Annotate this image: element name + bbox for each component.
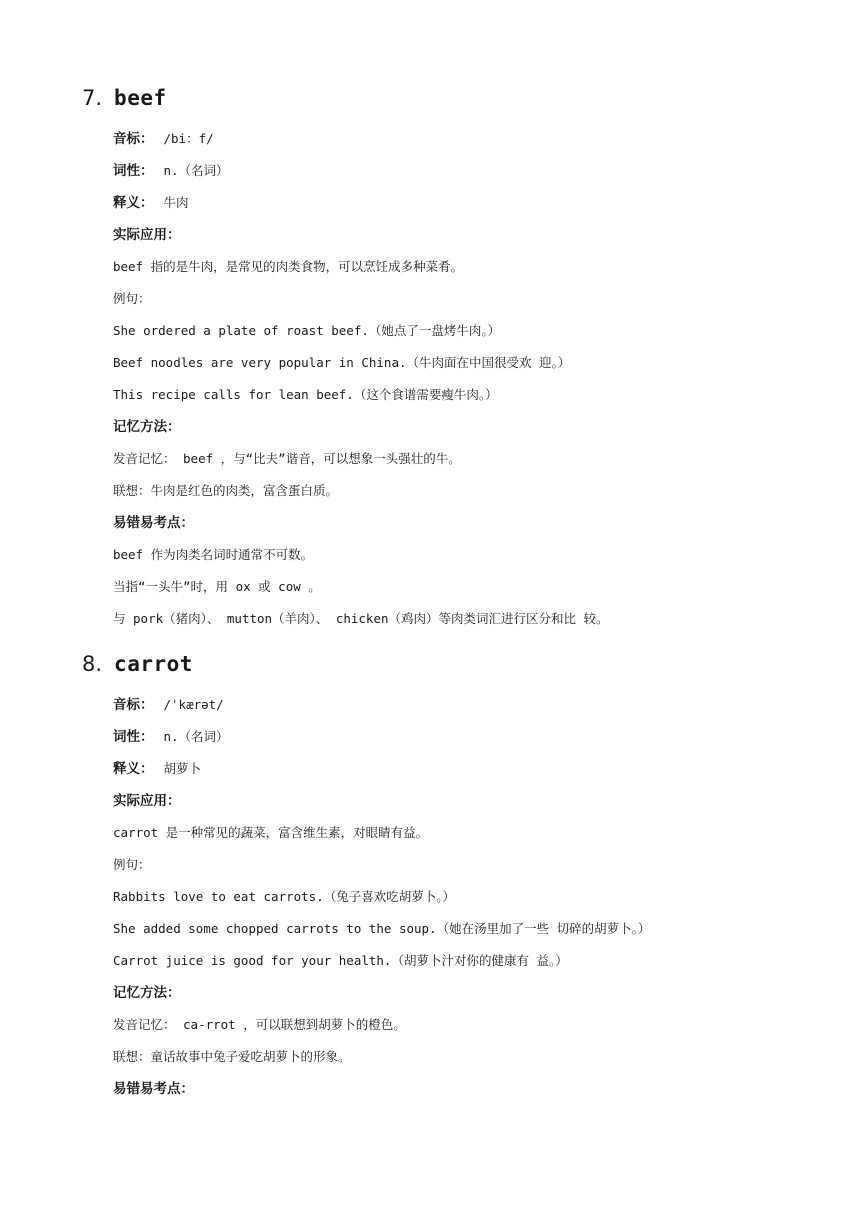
entry-word: carrot — [114, 652, 193, 676]
vocab-entry-carrot — [82, 652, 802, 1105]
entry-number: 7. — [82, 86, 103, 110]
phonetic-value: /ˈkærət/ — [163, 697, 224, 712]
example-sentence: Rabbits love to eat carrots.（兔子喜欢吃胡萝卜。） — [113, 889, 455, 904]
pitfall-item: beef 作为肉类名词时通常不可数。 — [113, 547, 314, 562]
memory-heading: 记忆方法： — [113, 419, 181, 435]
example-sentence: She ordered a plate of roast beef.（她点了一盘烤牛肉。） — [113, 323, 501, 338]
meaning-value: 牛肉 — [163, 195, 189, 210]
memory-item: 发音记忆： beef ，与“比夫”谐音，可以想象一头强壮的牛。 — [113, 451, 461, 466]
memory-heading: 记忆方法： — [113, 985, 181, 1001]
example-sentence: She added some chopped carrots to the soup.（她在汤里加了一些 切碎的胡萝卜。） — [113, 921, 651, 936]
pitfalls-heading: 易错易考点： — [113, 1081, 194, 1097]
meaning-label: 释义： — [113, 761, 154, 777]
phonetic-row — [113, 123, 802, 155]
examples-heading: 例句： — [113, 857, 151, 872]
example-sentence: This recipe calls for lean beef.（这个食谱需要瘦牛肉。） — [113, 387, 498, 402]
phonetic-row — [113, 689, 802, 721]
examples-heading: 例句： — [113, 291, 151, 306]
example-sentence: Beef noodles are very popular in China.（牛肉面在中国很受欢 迎。） — [113, 355, 571, 370]
pitfall-item: 与 pork（猪肉）、 mutton（羊肉）、 chicken（鸡肉）等肉类词汇进行区分和比 较。 — [113, 611, 609, 626]
phonetic-label: 音标： — [113, 131, 154, 147]
pos-label: 词性： — [113, 729, 154, 745]
memory-item: 发音记忆： ca-rrot ，可以联想到胡萝卜的橙色。 — [113, 1017, 406, 1032]
pitfall-item: 当指“一头牛”时，用 ox 或 cow 。 — [113, 579, 321, 594]
usage-heading: 实际应用： — [113, 227, 181, 243]
meaning-label: 释义： — [113, 195, 154, 211]
pos-label: 词性： — [113, 163, 154, 179]
pos-value: n.（名词） — [163, 729, 229, 744]
meaning-value: 胡萝卜 — [163, 761, 202, 776]
entry-word: beef — [114, 86, 167, 110]
vocab-entry-beef — [82, 86, 802, 635]
meaning-row — [113, 753, 802, 785]
entry-number: 8. — [82, 652, 103, 676]
usage-text: carrot 是一种常见的蔬菜，富含维生素，对眼睛有益。 — [113, 825, 429, 840]
phonetic-value: /bi：f/ — [163, 131, 214, 146]
usage-heading: 实际应用： — [113, 793, 181, 809]
entry-heading — [82, 86, 802, 118]
meaning-row — [113, 187, 802, 219]
memory-item: 联想：牛肉是红色的肉类，富含蛋白质。 — [113, 483, 339, 498]
pos-row — [113, 721, 802, 753]
phonetic-label: 音标： — [113, 697, 154, 713]
pitfalls-heading: 易错易考点： — [113, 515, 194, 531]
pos-row — [113, 155, 802, 187]
pos-value: n.（名词） — [163, 163, 229, 178]
usage-text: beef 指的是牛肉，是常见的肉类食物，可以烹饪成多种菜肴。 — [113, 259, 464, 274]
entry-heading — [82, 652, 802, 684]
example-sentence: Carrot juice is good for your health.（胡萝卜汁对你的健康有 益。） — [113, 953, 568, 968]
memory-item: 联想：童话故事中兔子爱吃胡萝卜的形象。 — [113, 1049, 351, 1064]
